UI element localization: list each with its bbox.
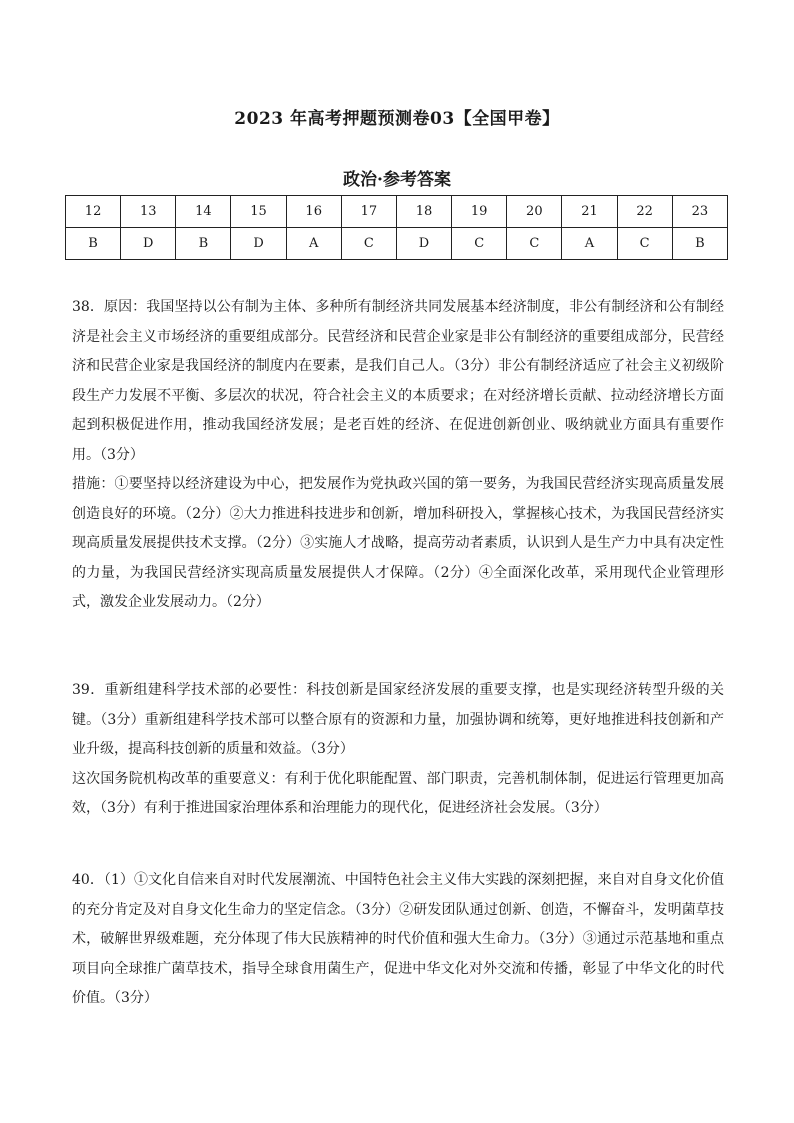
question-number-cell: 22 bbox=[617, 196, 672, 228]
question-number-cell: 16 bbox=[286, 196, 341, 228]
question-number-cell: 19 bbox=[452, 196, 507, 228]
answer-cell: A bbox=[286, 228, 341, 260]
question-number-cell: 12 bbox=[66, 196, 121, 228]
question-number-cell: 23 bbox=[672, 196, 727, 228]
answer-cell: C bbox=[452, 228, 507, 260]
answer-38-reasons: 38．原因：我国坚持以公有制为主体、多种所有制经济共同发展基本经济制度，非公有制经济和公有制经济是社会主义市场经济的重要组成部分。民营经济和民营企业家是非公有制经济的重要组成部分，民营经济和民营企业家是我国经济的制度内在要素，是我们自己人。（3分）非公有制经济适应了社会主义初级阶段生产力发展不平衡、多层次的状况，符合社会主义的本质要求；在对经济增长贡献、拉动经济增长方面起到积极促进作用，推动我国经济发展；是老百姓的经济、在促进创新创业、吸纳就业方面具有重要作用。（3分） bbox=[72, 299, 724, 463]
answer-cell: A bbox=[562, 228, 617, 260]
question-number-cell: 17 bbox=[341, 196, 396, 228]
answer-39-necessity: 39．重新组建科学技术部的必要性：科技创新是国家经济发展的重要支撑，也是实现经济转型升级的关键。（3分）重新组建科学技术部可以整合原有的资源和力量，加强协调和统筹，更好地推进科技创新和产业升级，提高科技创新的质量和效益。（3分） bbox=[72, 682, 724, 757]
page-subtitle: 政治·参考答案 bbox=[343, 170, 451, 190]
answer-cell: B bbox=[672, 228, 727, 260]
page-title: 2023 年高考押题预测卷03【全国甲卷】 bbox=[234, 109, 560, 129]
answer-cell: D bbox=[121, 228, 176, 260]
answer-cell: B bbox=[176, 228, 231, 260]
answer-39 bbox=[72, 676, 724, 824]
answer-cell: C bbox=[507, 228, 562, 260]
answer-cell: C bbox=[341, 228, 396, 260]
answer-cell: B bbox=[66, 228, 121, 260]
question-number-cell: 13 bbox=[121, 196, 176, 228]
answer-40-part1: 40．（1）①文化自信来自对时代发展潮流、中国特色社会主义伟大实践的深刻把握，来自对自身文化价值的充分肯定及对自身文化生命力的坚定信念。（3分）②研发团队通过创新、创造，不懈奋斗，发明菌草技术，破解世界级难题，充分体现了伟大民族精神的时代价值和强大生命力。（3分）③通过示范基地和重点项目向全球推广菌草技术，指导全球食用菌生产，促进中华文化对外交流和传播，彰显了中华文化的时代价值。（3分） bbox=[72, 872, 724, 1006]
answer-cell: C bbox=[617, 228, 672, 260]
answer-table bbox=[65, 195, 728, 260]
answer-cell: D bbox=[396, 228, 451, 260]
question-number-cell: 20 bbox=[507, 196, 562, 228]
answer-38-measures: 措施：①要坚持以经济建设为中心，把发展作为党执政兴国的第一要务，为我国民营经济实现高质量发展创造良好的环境。（2分）②大力推进科技进步和创新，增加科研投入，掌握核心技术，为我国民营经济实现高质量发展提供技术支撑。（2分）③实施人才战略，提高劳动者素质，认识到人是生产力中具有决定性的力量，为我国民营经济实现高质量发展提供人才保障。（2分）④全面深化改革，采用现代企业管理形式，激发企业发展动力。（2分） bbox=[72, 476, 724, 610]
answer-39-significance: 这次国务院机构改革的重要意义：有利于优化职能配置、部门职责，完善机制体制，促进运行管理更加高效，（3分）有利于推进国家治理体系和治理能力的现代化，促进经济社会发展。（3分） bbox=[72, 770, 724, 816]
question-number-cell: 14 bbox=[176, 196, 231, 228]
answer-cell: D bbox=[231, 228, 286, 260]
question-number-cell: 21 bbox=[562, 196, 617, 228]
question-number-row bbox=[66, 196, 728, 228]
question-number-cell: 18 bbox=[396, 196, 451, 228]
answer-40 bbox=[72, 866, 724, 1014]
answer-row bbox=[66, 228, 728, 260]
answer-38 bbox=[72, 293, 724, 618]
question-number-cell: 15 bbox=[231, 196, 286, 228]
